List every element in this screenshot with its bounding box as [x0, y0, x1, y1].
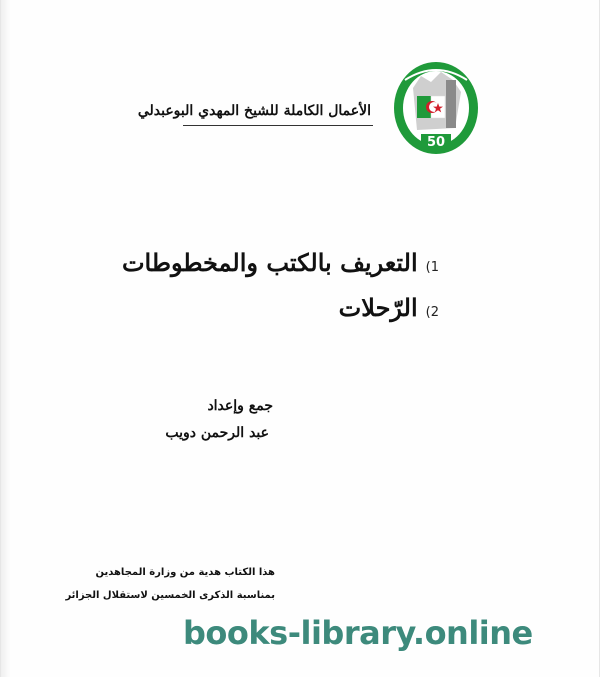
gift-note-line-2: بمناسبة الذكرى الخمسين لاستقلال الجزائر	[65, 590, 275, 601]
emblem-number: 50	[426, 135, 446, 150]
contents-item-number: 2)	[425, 305, 439, 320]
series-title: الأعمال الكاملة للشيخ المهدي البوعبدلي	[137, 103, 371, 119]
compiled-by-label: جمع وإعداد	[207, 398, 273, 414]
contents-item-2	[339, 293, 439, 322]
series-title-underline	[183, 125, 373, 126]
emblem-monument	[446, 80, 456, 128]
contents-item-title: الرّحلات	[338, 293, 418, 322]
contents-item-title: التعريف بالكتب والمخطوطات	[121, 248, 418, 277]
contents-item-number: 1)	[425, 260, 439, 275]
site-watermark: books-library.online	[183, 614, 533, 652]
gift-note-line-1: هذا الكتاب هدية من وزارة المجاهدين	[95, 567, 275, 578]
page-edge-shade	[1, 0, 11, 677]
algeria-50-emblem-icon	[391, 58, 481, 158]
contents-item-1	[122, 248, 439, 277]
author-name: عبد الرحمن دويب	[165, 425, 269, 441]
